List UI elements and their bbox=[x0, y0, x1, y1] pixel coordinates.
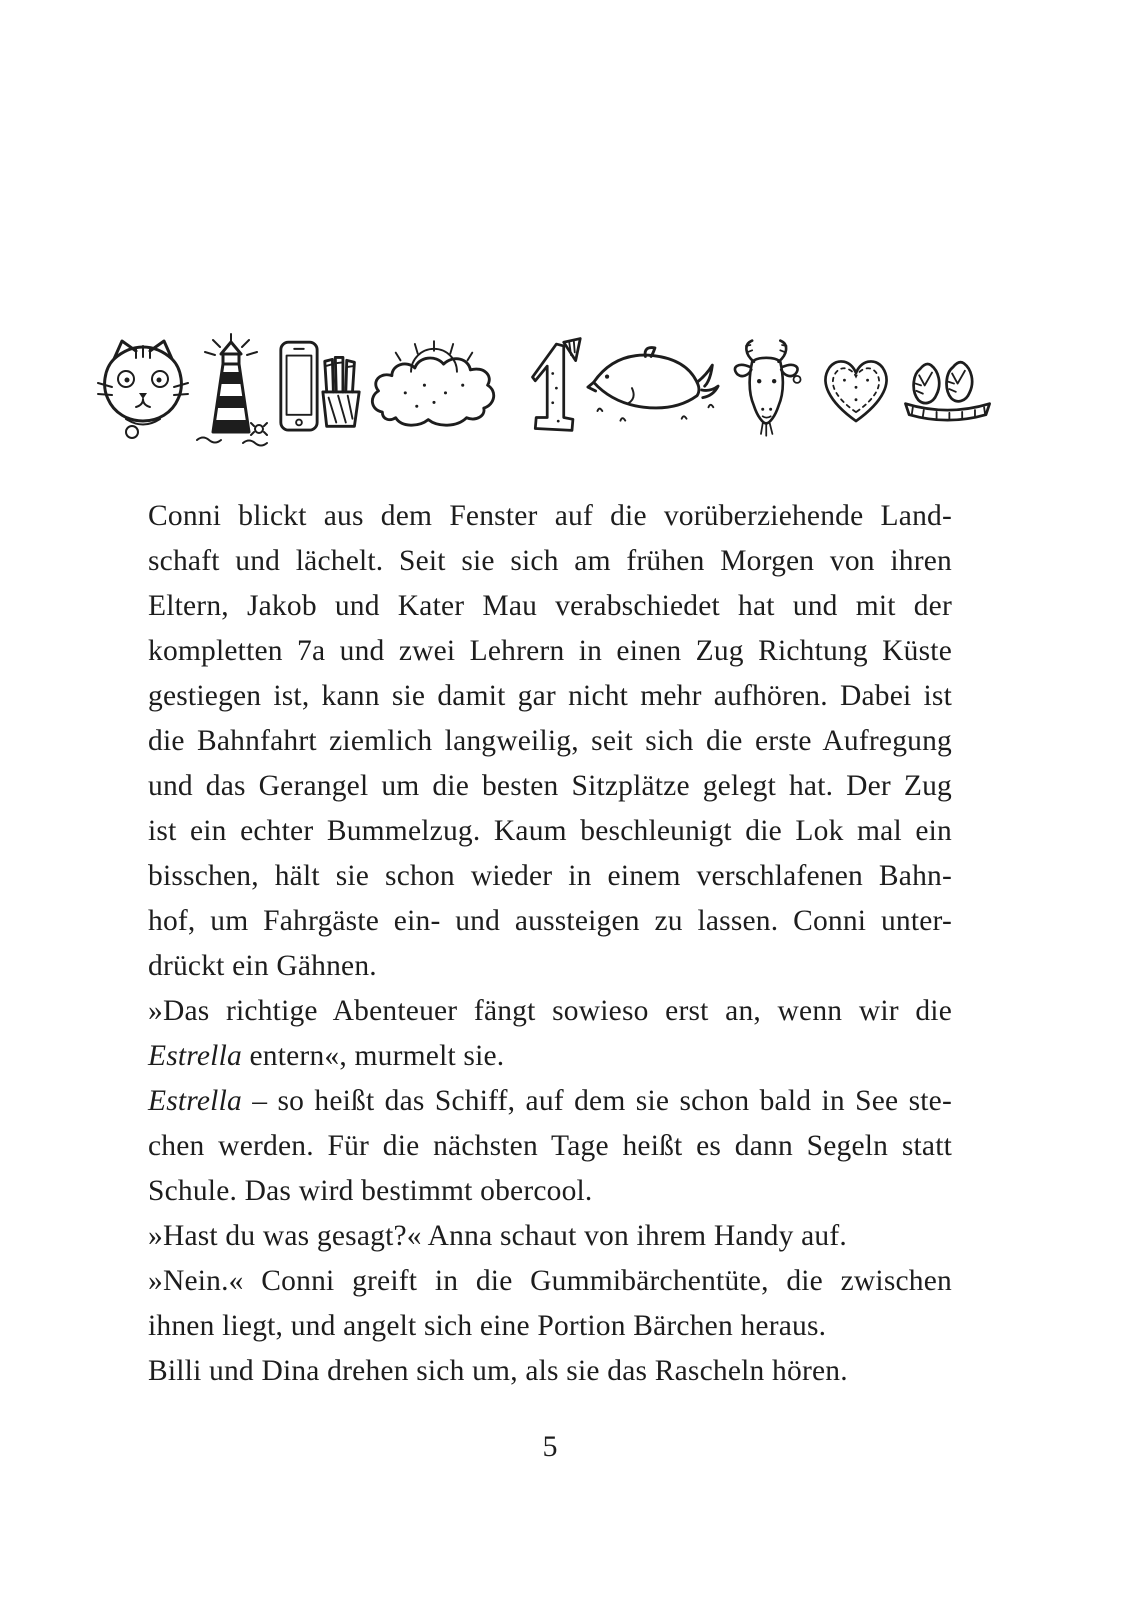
text-segment: entern«, murmelt sie. bbox=[241, 1040, 505, 1072]
text-segment: drückt ein Gähnen. bbox=[148, 950, 377, 982]
text-line bbox=[148, 539, 952, 584]
text-line bbox=[148, 899, 952, 944]
phone-and-fries-icon bbox=[277, 332, 363, 447]
text-segment: Eltern, Jakob und Kater Mau verabschiedet hat und mit der bbox=[148, 590, 952, 622]
text-segment: Billi und Dina drehen sich um, als sie das Rascheln hören. bbox=[148, 1355, 848, 1387]
ship-name-italic: Estrella bbox=[148, 1085, 242, 1117]
text-segment: »Hast du was gesagt?« Anna schaut von ihrem Handy auf. bbox=[148, 1220, 847, 1252]
text-line bbox=[148, 1034, 952, 1079]
text-line bbox=[148, 1169, 952, 1214]
text-line bbox=[148, 1079, 952, 1124]
text-segment: gestiegen ist, kann sie damit gar nicht mehr aufhören. Dabei ist bbox=[148, 680, 952, 712]
text-line bbox=[148, 1259, 952, 1304]
text-line bbox=[148, 944, 952, 989]
dolphin-icon bbox=[586, 342, 720, 437]
text-segment: »Das richtige Abenteuer fängt sowieso erst an, wenn wir die bbox=[148, 995, 952, 1027]
number-1-icon bbox=[505, 332, 583, 447]
text-segment: – so heißt das Schiff, auf dem sie schon bald in See ste- bbox=[241, 1085, 952, 1117]
text-line bbox=[148, 584, 952, 629]
text-line bbox=[148, 719, 952, 764]
lighthouse-icon bbox=[195, 332, 273, 447]
chapter-illustration-band bbox=[96, 322, 996, 457]
ship-name-italic: Estrella bbox=[148, 1040, 242, 1072]
body-text bbox=[148, 494, 952, 1394]
text-segment: »Nein.« Conni greift in die Gummibärchentüte, die zwischen bbox=[148, 1265, 952, 1297]
text-segment: Schule. Das wird bestimmt obercool. bbox=[148, 1175, 593, 1207]
text-line bbox=[148, 809, 952, 854]
text-line bbox=[148, 764, 952, 809]
text-line bbox=[148, 989, 952, 1034]
text-segment: und das Gerangel um die besten Sitzplätze gelegt hat. Der Zug bbox=[148, 770, 952, 802]
text-line bbox=[148, 854, 952, 899]
text-line bbox=[148, 674, 952, 719]
text-segment: bisschen, hält sie schon wieder in einem verschlafenen Bahn- bbox=[148, 860, 952, 892]
text-segment: kompletten 7a und zwei Lehrern in einen Zug Richtung Küste bbox=[148, 635, 952, 667]
text-segment: schaft und lächelt. Seit sie sich am frühen Morgen von ihren bbox=[148, 545, 952, 577]
text-segment: hof, um Fahrgäste ein- und aussteigen zu lassen. Conni unter- bbox=[148, 905, 952, 937]
goat-icon bbox=[724, 332, 812, 447]
text-line bbox=[148, 1304, 952, 1349]
cloud-sun-icon bbox=[367, 337, 501, 442]
sandals-icon bbox=[900, 347, 996, 432]
text-line bbox=[148, 1124, 952, 1169]
text-segment: die Bahnfahrt ziemlich langweilig, seit sich die erste Aufregung bbox=[148, 725, 952, 757]
text-line bbox=[148, 629, 952, 674]
page-number: 5 bbox=[542, 1430, 558, 1463]
text-line bbox=[148, 1349, 952, 1394]
text-segment: chen werden. Für die nächsten Tage heißt es dann Segeln statt bbox=[148, 1130, 952, 1162]
text-segment: Conni blickt aus dem Fenster auf die vorüberziehende Land- bbox=[148, 500, 952, 532]
cat-icon bbox=[96, 337, 191, 442]
text-segment: ist ein echter Bummelzug. Kaum beschleunigt die Lok mal ein bbox=[148, 815, 952, 847]
text-segment: ihnen liegt, und angelt sich eine Portion Bärchen heraus. bbox=[148, 1310, 827, 1342]
text-line bbox=[148, 1214, 952, 1259]
heart-icon bbox=[816, 347, 896, 432]
text-line bbox=[148, 494, 952, 539]
